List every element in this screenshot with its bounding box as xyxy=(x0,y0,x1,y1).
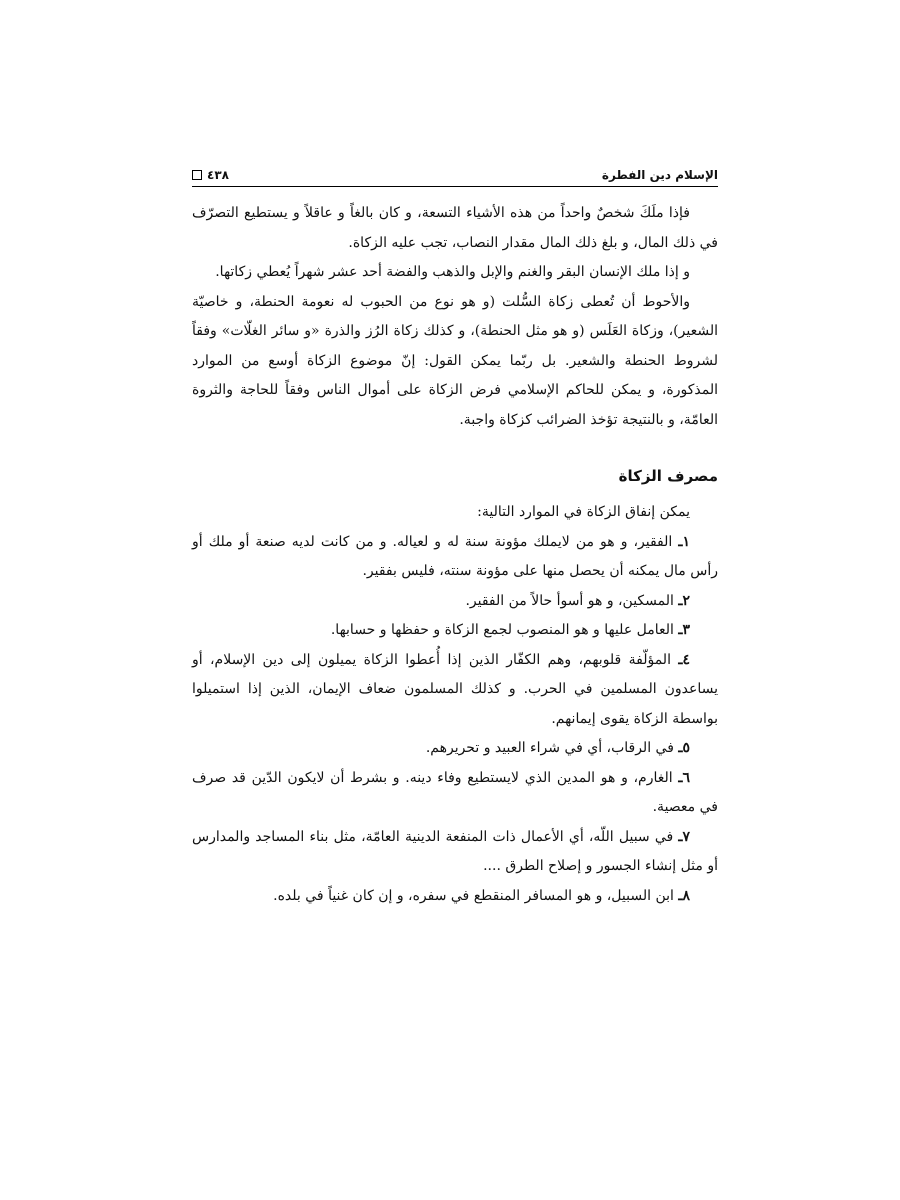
section-heading: مصرف الزكاة xyxy=(618,467,718,485)
list-item xyxy=(192,823,718,882)
item-number: ٦ـ xyxy=(678,769,690,786)
list-item xyxy=(192,734,718,764)
item-number: ٨ـ xyxy=(678,887,690,904)
item-number: ٣ـ xyxy=(678,622,690,638)
page-number-block xyxy=(192,168,229,182)
paragraph: فإذا ملَكَ شخصٌ واحداً من هذه الأشياء التسعة، و كان بالغاً و عاقلاً و يستطيع التصرّف في ذلك المال، و بلغ ذلك المال مقدار النصاب، تجب عليه الزكاة. xyxy=(192,205,718,251)
item-text: العامل عليها و هو المنصوب لجمع الزكاة و حفظها و حسابها. xyxy=(330,622,674,638)
paragraph: والأحوط أن تُعطى زكاة السُّلت (و هو نوع من الحبوب له نعومة الحنطة، و خاصيّة الشعير)، وزكاة العَلَس (و هو مثل الحنطة)، و كذلك زكاة الرُز والذرة «و سائر الغلّات» وفقاً لشروط الحنطة والشعير. بل ربّما يمكن القول: إنّ موضوع الزكاة أوسع من الموارد المذكورة، و يمكن للحاكم الإسلامي فرض الزكاة على أموال الناس وفقاً للحاجة والثروة العامّة، و بالنتيجة تؤخذ الضرائب كزكاة واجبة. xyxy=(192,293,718,428)
page-body xyxy=(192,199,718,911)
list-item xyxy=(192,528,718,587)
item-text: المسكين، و هو أسوأ حالاً من الفقير. xyxy=(465,592,674,609)
paragraph: و إذا ملك الإنسان البقر والغنم والإبل والذهب والفضة أحد عشر شهراً يُعطي زكاتها. xyxy=(215,264,690,280)
page-number: ٤٣٨ xyxy=(207,168,229,182)
item-text: ابن السبيل، و هو المسافر المنقطع في سفره، و إن كان غنياً في بلده. xyxy=(273,887,674,904)
list-item xyxy=(192,882,718,912)
book-title: الإسلام دين الفطرة xyxy=(601,168,718,182)
item-number: ٢ـ xyxy=(678,592,690,609)
list-item xyxy=(192,616,718,646)
item-number: ١ـ xyxy=(678,533,690,550)
list-item xyxy=(192,764,718,823)
square-box-icon xyxy=(192,170,202,180)
item-text: المؤلّفة قلوبهم، وهم الكفّار الذين إذا أُعطوا الزكاة يميلون إلى دين الإسلام، أو يساعدون المسلمين في الحرب. و كذلك المسلمون ضعاف الإيمان، الذين إذا استميلوا بواسطة الزكاة يقوى إيمانهم. xyxy=(192,651,718,727)
item-text: في الرقاب، أي في شراء العبيد و تحريرهم. xyxy=(425,740,674,756)
running-header xyxy=(192,160,718,187)
item-number: ٥ـ xyxy=(678,740,690,756)
item-text: الفقير، و هو من لايملك مؤونة سنة له و لعياله. و من كانت لديه صنعة أو ملك أو رأس مال يمكنه أن يحصل منها على مؤونة سنته، فليس بفقير. xyxy=(192,533,718,579)
book-page xyxy=(192,160,718,911)
item-number: ٧ـ xyxy=(678,828,690,845)
item-text: في سبيل اللّه، أي الأعمال ذات المنفعة الدينية العامّة، مثل بناء المساجد والمدارس أو مثل إنشاء الجسور و إصلاح الطرق .... xyxy=(192,828,718,874)
list-item xyxy=(192,587,718,617)
item-text: الغارم، و هو المدين الذي لايستطيع وفاء دينه. و بشرط أن لايكون الدّين قد صرف في معصية. xyxy=(192,769,718,815)
section-intro: يمكن إنفاق الزكاة في الموارد التالية: xyxy=(477,504,690,520)
item-number: ٤ـ xyxy=(678,651,690,668)
list-item xyxy=(192,646,718,735)
